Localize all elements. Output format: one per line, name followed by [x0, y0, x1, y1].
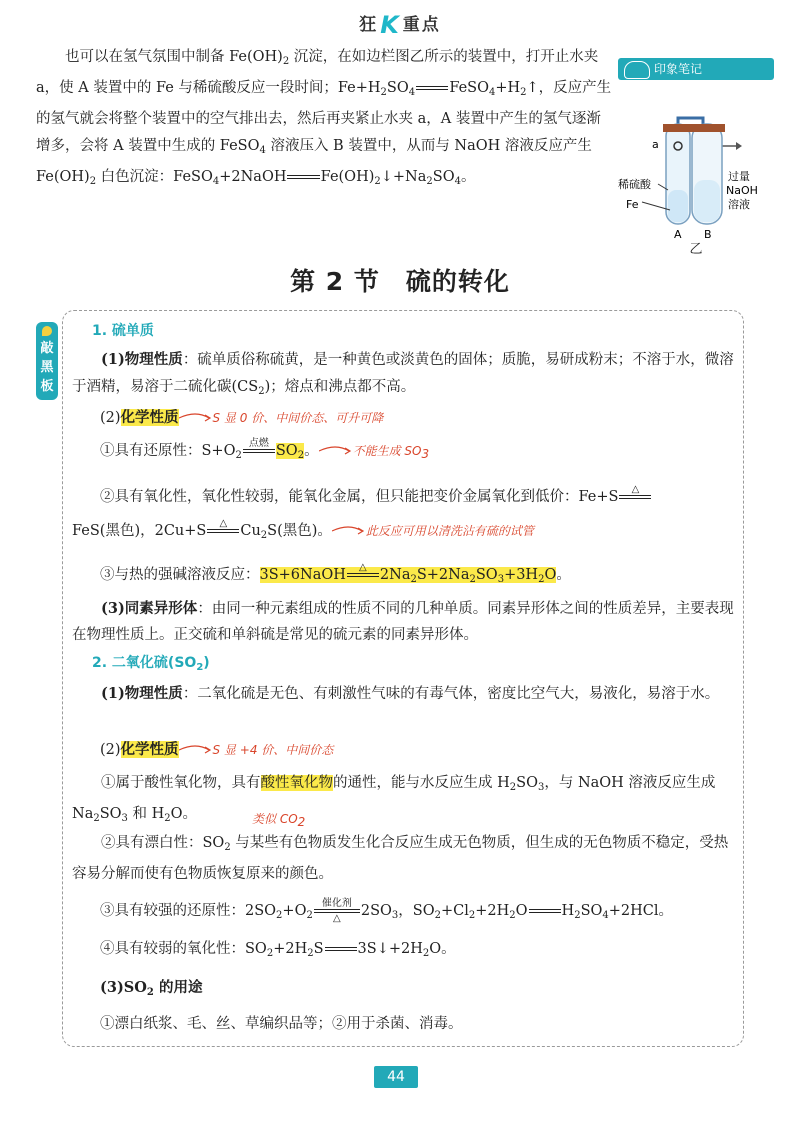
so2-chemical-heading: (2)化学性质 S 显 +4 价、中间价态	[100, 741, 334, 758]
so2-note-co2: 类似 $CO_2$	[252, 812, 306, 829]
sulfur-reducing: ①具有还原性：$S+O_2$ 点燃 $SO_2$。 不能生成 $SO_3$	[100, 438, 429, 464]
so2-reducing: ③具有较强的还原性：$2SO_2+O_2$ 催化剂 △ $2SO_3$，$SO_2+Cl_2+2H_2O$ $H_2SO_4+2HCl$。	[100, 898, 674, 924]
arrow-icon	[319, 446, 353, 456]
elephant-icon	[624, 61, 650, 79]
equals-sign	[325, 936, 357, 962]
note-header-bar	[618, 58, 774, 80]
apparatus-diagram	[618, 80, 774, 240]
stopper-a	[663, 124, 693, 132]
so2-oxidizing: ④具有较弱的氧化性：$SO_2+2H_2S$ $3S↓+2H_2O$。	[100, 936, 456, 962]
so2-uses-heading: $(3)SO_2$ 的用途	[100, 979, 203, 998]
page-number: 44	[374, 1066, 418, 1088]
sulfur-strong-base: ③与热的强碱溶液反应：3S+6NaOH △ $2Na_2S+2Na_2SO_3+3H_2O$。	[100, 562, 571, 588]
label-naoh-2: NaOH	[726, 184, 758, 197]
label-A: A	[674, 228, 682, 240]
arrow-icon	[179, 745, 213, 755]
naoh-liquid	[694, 180, 720, 222]
reaction-arrow: △	[347, 562, 379, 588]
acid-liquid	[668, 190, 688, 222]
reaction-arrow: 点燃	[243, 438, 275, 464]
label-acid: 稀硫酸	[618, 178, 651, 191]
equals-sign	[287, 164, 319, 190]
note-title: 印象笔记	[654, 62, 703, 76]
label-naoh-1: 过量	[728, 170, 750, 183]
heading-sulfur: 1. 硫单质	[92, 323, 154, 339]
equals-sign	[416, 75, 448, 101]
sulfur-chemical-heading: (2)化学性质 S 显 0 价、中间价态、可升可降	[100, 409, 384, 426]
side-note-box	[618, 58, 774, 257]
sulfur-physical: (1)物理性质：硫单质俗称硫黄，是一种黄色或淡黄色的固体；质脆，易研成粉末；不溶于水，微溶于酒精，易溶于二硫化碳$(CS_2)$；熔点和沸点都不高。	[72, 351, 734, 397]
so2-uses: ①漂白纸浆、毛、丝、草编织品等；②用于杀菌、消毒。	[100, 1016, 463, 1032]
sulfur-oxidizing-cont: FeS(黑色)，2Cu+S △ $Cu_2S$(黑色)。 此反应可用以清洗沾有硫的试管	[72, 518, 534, 544]
reaction-arrow: △	[207, 518, 239, 544]
label-a: a	[652, 138, 659, 151]
brand-header	[0, 10, 800, 39]
diagram-caption: 乙	[689, 242, 703, 257]
so2-physical: (1)物理性质：二氧化硫是无色、有刺激性气味的有毒气体，密度比空气大，易液化，易溶于水。	[101, 685, 720, 702]
brand-left: 狂	[359, 15, 379, 35]
brand-right: 重点	[402, 15, 441, 35]
stopper-b	[689, 124, 725, 132]
sulfur-oxidizing: ②具有氧化性，氧化性较弱，能氧化金属，但只能把变价金属氧化到低价：Fe+S △	[100, 484, 652, 510]
highlighted-equation: 3S+6NaOH △ $2Na_2S+2Na_2SO_3+3H_2O$	[260, 567, 557, 583]
reaction-arrow: △	[619, 484, 651, 510]
equals-sign	[529, 898, 561, 924]
section-title: 第 2 节 硫的转化	[290, 267, 510, 296]
so2-bleaching: ②具有漂白性：$SO_2$ 与某些有色物质发生化合反应生成无色物质，但生成的无色物质不稳定，受热容易分解而使有色物质恢复原来的颜色。	[72, 835, 729, 882]
so2-acidic-oxide: ①属于酸性氧化物，具有酸性氧化物的通性，能与水反应生成 $H_2SO_3$，与 NaOH 溶液反应生成 $Na_2SO_3$ 和 $H_2O$。	[72, 775, 716, 824]
arrow-icon	[332, 526, 366, 536]
outlet-arrow-head	[736, 142, 742, 150]
allotropes: (3)同素异形体：由同一种元素组成的性质不同的几种单质。同素异形体之间的性质差异，主要表现在物理性质上。正交硫和单斜硫是常见的硫元素的同素异形体。	[72, 600, 734, 643]
intro-paragraph: 也可以在氢气氛围中制备 $Fe(OH)_2$ 沉淀，在如边栏图乙所示的装置中，打开止水夹 a，使 A 装置中的 Fe 与稀硫酸反应一段时间；$Fe+H_2SO_4$ $FeSO_4+H_2↑$，反应产生的氢气就会将整个装置中的空气排出去，然后再夹紧止水夹 a，A 装置中产生的氢气逐渐增多，会将 A 装置中生成的 FeSO$_4$ 溶液压入 B 装置中，从而与 NaOH 溶液反应产生 $Fe(OH)_2$ 白色沉淀：FeSO$_4$+2NaOH $Fe(OH)_2↓+Na_2SO_4$。	[36, 44, 614, 195]
side-tab: 敲 黑 板	[36, 322, 58, 400]
arrow-icon	[179, 413, 213, 423]
leaf-icon	[42, 326, 52, 336]
brand-k-logo: K	[380, 11, 401, 39]
label-fe: Fe	[626, 198, 639, 211]
label-naoh-3: 溶液	[728, 198, 750, 211]
reversible-arrow: 催化剂 △	[314, 898, 360, 924]
heading-so2: 2. 二氧化硫$(SO_2)$	[92, 655, 210, 673]
label-B: B	[704, 228, 712, 240]
